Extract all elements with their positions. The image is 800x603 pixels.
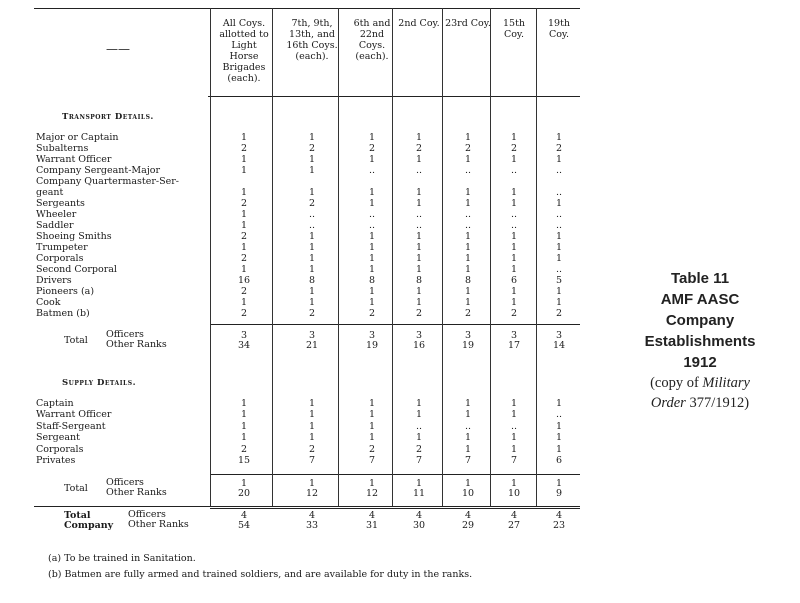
table-cell: 1 [240, 398, 248, 409]
table-cell: 2 [240, 143, 248, 154]
table-cell: .. [368, 165, 376, 176]
table-cell: 1 [415, 432, 423, 444]
table-cell: 21 [305, 340, 319, 351]
table-cell: 1 [368, 420, 376, 432]
caption-line-1: Table 11 [670, 270, 730, 287]
row-label: Wheeler [36, 209, 77, 220]
table-row [34, 143, 582, 154]
table-cell: 2 [415, 308, 423, 319]
table-cell: 7 [510, 455, 518, 466]
table-cell: 1 [415, 253, 423, 264]
table-cell: 1 [415, 231, 423, 242]
table-row [34, 176, 582, 187]
table-row [34, 398, 582, 409]
row-label: Warrant Officer [36, 154, 112, 165]
table-cell: 1 [415, 264, 423, 275]
table-cell: 1 [308, 264, 316, 275]
table-cell: .. [464, 420, 472, 432]
table-cell: 1 [464, 478, 472, 489]
table-cell: 1 [240, 297, 248, 308]
table-row [34, 275, 582, 286]
table-cell: 1 [368, 297, 376, 308]
table-cell: 12 [365, 488, 379, 499]
table-cell: 16 [412, 340, 426, 351]
table-cell: 1 [464, 432, 472, 444]
table-cell: .. [510, 220, 518, 231]
table-cell: 2 [555, 143, 563, 154]
table-cell: 1 [240, 420, 248, 432]
table-cell: 17 [507, 340, 521, 351]
table-cell: 3 [308, 330, 316, 341]
table-cell: 1 [308, 420, 316, 432]
table-cell: .. [415, 220, 423, 231]
column-header: 6th and 22nd Coys. (each). [353, 18, 391, 62]
row-label: Second Corporal [36, 264, 117, 275]
company-total-rule [210, 508, 580, 509]
table-cell: 7 [368, 455, 376, 466]
row-label: Batmen (b) [36, 308, 90, 319]
row-label: Cook [36, 297, 61, 308]
table-cell: 1 [368, 231, 376, 242]
table-cell: 2 [464, 308, 472, 319]
table-cell: 1 [368, 253, 376, 264]
table-cell: 3 [240, 330, 248, 341]
caption-line-6: (copy of [650, 375, 699, 391]
table-cell: 1 [555, 420, 563, 432]
table-row [34, 165, 582, 176]
table-cell: 2 [415, 143, 423, 154]
table-cell: 1 [464, 198, 472, 209]
table-top-rule [34, 8, 580, 9]
table-cell: 12 [305, 488, 319, 499]
table-cell: 1 [555, 432, 563, 444]
table-cell: 8 [368, 275, 376, 286]
table-cell: 1 [368, 154, 376, 165]
table-row [34, 444, 582, 455]
column-header: All Coys. allotted to Light Horse Brigades (each). [219, 18, 269, 84]
column-header: 23rd Coy. [445, 18, 491, 29]
table-cell: 1 [510, 286, 518, 297]
table-cell: 1 [240, 187, 248, 198]
caption-line-5: 1912 [683, 354, 717, 371]
row-label: Warrant Officer [36, 409, 112, 421]
table-cell: 1 [464, 443, 472, 455]
table-cell: 1 [464, 187, 472, 198]
table-row [34, 231, 582, 242]
table-row [34, 220, 582, 231]
note-a: (a) To be trained in Sanitation. [48, 553, 196, 564]
row-label: Corporals [36, 253, 84, 264]
row-label: Staff-Sergeant [36, 420, 106, 432]
supply-subtotal-rule [210, 474, 580, 475]
table-cell: .. [555, 165, 563, 176]
row-label: Shoeing Smiths [36, 231, 112, 242]
table-cell: 6 [510, 275, 518, 286]
column-header: 19th Coy. [547, 18, 571, 40]
table-cell: 2 [308, 143, 316, 154]
total-label: Total [64, 483, 88, 494]
table-cell: 1 [415, 154, 423, 165]
table-cell: .. [415, 209, 423, 220]
table-cell: .. [464, 220, 472, 231]
table-row [34, 264, 582, 275]
row-label: Sergeants [36, 198, 85, 209]
table-cell: 8 [308, 275, 316, 286]
table-cell: 2 [368, 143, 376, 154]
table-cell: 1 [240, 432, 248, 444]
table-cell: .. [510, 420, 518, 432]
row-label: Saddler [36, 220, 74, 231]
table-cell: 54 [237, 520, 251, 531]
table-cell: 1 [368, 398, 376, 409]
table-cell: 1 [308, 286, 316, 297]
table-cell: 1 [240, 478, 248, 489]
table-cell: 3 [555, 330, 563, 341]
table-cell: 2 [308, 198, 316, 209]
table-cell: 1 [555, 154, 563, 165]
transport-subtotal-rule [210, 324, 580, 325]
row-label: Subalterns [36, 143, 89, 154]
table-cell: .. [555, 220, 563, 231]
column-header: 15th Coy. [502, 18, 526, 40]
table-cell: 1 [555, 286, 563, 297]
row-label: Privates [36, 455, 76, 466]
table-cell: 1 [510, 264, 518, 275]
table-cell: 15 [237, 455, 251, 466]
column-header: 7th, 9th, 13th, and 16th Coys. (each). [286, 18, 338, 62]
stub-header-dash: —— [106, 42, 130, 56]
table-cell: 3 [510, 330, 518, 341]
table-cell: 6 [555, 455, 563, 466]
table-cell: 2 [240, 198, 248, 209]
caption-line-8-rest: 377/1912) [689, 395, 750, 411]
table-cell: 33 [305, 520, 319, 531]
officers-label: Officers [128, 509, 166, 520]
total-label: Total [64, 335, 88, 346]
table-row [34, 209, 582, 220]
table-cell: 4 [368, 510, 376, 521]
table-cell: 1 [464, 154, 472, 165]
table-cell: 1 [368, 409, 376, 421]
table-cell: 30 [412, 520, 426, 531]
table-cell: 1 [464, 409, 472, 421]
note-b: (b) Batmen are fully armed and trained soldiers, and are available for duty in the ranks. [48, 569, 473, 580]
table-cell: 1 [555, 231, 563, 242]
table-row [34, 198, 582, 209]
table-cell: 1 [415, 286, 423, 297]
table-cell: 1 [240, 264, 248, 275]
table-cell: 1 [510, 398, 518, 409]
table-cell: .. [368, 220, 376, 231]
table-cell: 1 [368, 132, 376, 143]
table-cell: .. [510, 165, 518, 176]
table-bottom-rule [34, 506, 580, 507]
row-label: Captain [36, 398, 74, 409]
table-cell: 1 [240, 165, 248, 176]
table-cell: 1 [415, 478, 423, 489]
table-cell: 2 [308, 308, 316, 319]
table-cell: 1 [510, 409, 518, 421]
table-cell: 1 [308, 154, 316, 165]
table-cell: 7 [308, 455, 316, 466]
table-cell: 1 [308, 253, 316, 264]
table-cell: 9 [555, 488, 563, 499]
table-cell: 1 [368, 264, 376, 275]
officers-label: Officers [106, 329, 144, 340]
total-label: Total [64, 510, 91, 521]
caption-line-4: Establishments [644, 333, 756, 350]
other-ranks-label: Other Ranks [106, 339, 167, 350]
officers-label: Officers [106, 477, 144, 488]
table-cell: 5 [555, 275, 563, 286]
table-caption [620, 268, 780, 413]
column-header: 2nd Coy. [398, 18, 440, 29]
table-cell: 1 [555, 443, 563, 455]
table-cell: 16 [237, 275, 251, 286]
table-cell: 4 [415, 510, 423, 521]
table-cell: 1 [555, 132, 563, 143]
table-cell: 1 [240, 242, 248, 253]
table-row [34, 132, 582, 143]
table-cell: 1 [308, 478, 316, 489]
table-cell: 3 [415, 330, 423, 341]
table-cell: 1 [415, 297, 423, 308]
table-row [34, 308, 582, 319]
table-cell: 1 [415, 132, 423, 143]
table-cell: 4 [464, 510, 472, 521]
table-cell: 3 [368, 330, 376, 341]
table-cell: 1 [415, 398, 423, 409]
table-cell: 1 [368, 242, 376, 253]
table-cell: 20 [237, 488, 251, 499]
table-cell: 3 [464, 330, 472, 341]
table-cell: 1 [510, 297, 518, 308]
row-label: Major or Captain [36, 132, 119, 143]
table-cell: 1 [368, 187, 376, 198]
table-cell: 2 [308, 443, 316, 455]
table-cell: 1 [510, 231, 518, 242]
table-cell: 1 [510, 432, 518, 444]
row-label: Corporals [36, 443, 84, 455]
table-cell: 1 [240, 132, 248, 143]
other-ranks-label: Other Ranks [106, 487, 167, 498]
table-cell: .. [555, 187, 563, 198]
table-cell: 2 [415, 443, 423, 455]
table-cell: .. [555, 264, 563, 275]
row-label: Sergeant [36, 432, 80, 444]
table-cell: 4 [555, 510, 563, 521]
table-cell: 1 [368, 286, 376, 297]
table-row [34, 253, 582, 264]
table-cell: .. [464, 209, 472, 220]
table-cell: 1 [308, 242, 316, 253]
table-cell: 1 [555, 297, 563, 308]
table-cell: .. [368, 209, 376, 220]
table-cell: .. [308, 220, 316, 231]
table-cell: 2 [510, 308, 518, 319]
table-cell: 1 [555, 198, 563, 209]
transport-heading: Transport Details. [62, 112, 154, 122]
table-cell: 8 [464, 275, 472, 286]
caption-line-3: Company [665, 312, 735, 329]
table-cell: 2 [464, 143, 472, 154]
table-row [34, 297, 582, 308]
table-row [34, 242, 582, 253]
table-cell: 1 [308, 297, 316, 308]
table-cell: 1 [240, 209, 248, 220]
caption-line-8: Order [650, 395, 686, 411]
other-ranks-label: Other Ranks [128, 519, 189, 530]
row-label: geant [36, 187, 64, 198]
table-cell: 31 [365, 520, 379, 531]
table-cell: 14 [552, 340, 566, 351]
table-cell: 1 [510, 154, 518, 165]
table-cell: 2 [240, 443, 248, 455]
supply-heading: Supply Details. [62, 378, 137, 388]
table-cell: .. [415, 420, 423, 432]
table-cell: 2 [368, 443, 376, 455]
table-cell: 1 [415, 409, 423, 421]
table-cell: 2 [368, 308, 376, 319]
table-cell: .. [555, 209, 563, 220]
table-cell: .. [308, 209, 316, 220]
table-row [34, 187, 582, 198]
table-cell: 7 [415, 455, 423, 466]
table-cell: 2 [240, 286, 248, 297]
table-cell: 23 [552, 520, 566, 531]
table-cell: 4 [240, 510, 248, 521]
table-cell: 1 [415, 187, 423, 198]
table-cell: 1 [510, 187, 518, 198]
table-cell: 2 [240, 308, 248, 319]
table-cell: 2 [240, 253, 248, 264]
table-cell: 1 [464, 132, 472, 143]
table-cell: 1 [464, 253, 472, 264]
table-cell: .. [464, 165, 472, 176]
table-cell: 1 [464, 264, 472, 275]
table-cell: 2 [240, 231, 248, 242]
table-cell: 1 [308, 187, 316, 198]
row-label: Drivers [36, 275, 72, 286]
table-row [34, 432, 582, 443]
table-cell: 1 [510, 132, 518, 143]
total-label-company: Company [64, 520, 114, 531]
table-row [34, 421, 582, 432]
table-cell: 19 [461, 340, 475, 351]
table-cell: 1 [240, 154, 248, 165]
table-cell: 1 [555, 242, 563, 253]
table-cell: 10 [461, 488, 475, 499]
table-cell: 1 [555, 478, 563, 489]
table-cell: 1 [510, 242, 518, 253]
table-row [34, 455, 582, 466]
table-cell: 1 [464, 231, 472, 242]
table-cell: 1 [368, 432, 376, 444]
table-row [34, 286, 582, 297]
row-label: Trumpeter [36, 242, 88, 253]
table-cell: .. [510, 209, 518, 220]
table-cell: 1 [308, 398, 316, 409]
header-rule [208, 96, 580, 97]
table-cell: 1 [415, 242, 423, 253]
table-cell: 2 [510, 143, 518, 154]
table-cell: 8 [415, 275, 423, 286]
table-cell: 27 [507, 520, 521, 531]
table-cell: 1 [240, 409, 248, 421]
table-cell: 4 [308, 510, 316, 521]
table-cell: 10 [507, 488, 521, 499]
table-cell: 1 [510, 443, 518, 455]
table-cell: .. [415, 165, 423, 176]
table-cell: 1 [368, 478, 376, 489]
table-cell: 1 [308, 231, 316, 242]
table-row [34, 154, 582, 165]
table-cell: 11 [412, 488, 426, 499]
row-label: Company Quartermaster-Ser- [36, 176, 179, 187]
table-cell: 1 [308, 132, 316, 143]
caption-line-7: Military [702, 375, 750, 391]
table-cell: 1 [464, 242, 472, 253]
table-cell: 1 [415, 198, 423, 209]
row-label: Company Sergeant-Major [36, 165, 161, 176]
table-cell: 2 [555, 308, 563, 319]
table-cell: 1 [464, 286, 472, 297]
table-cell: 4 [510, 510, 518, 521]
caption-line-2: AMF AASC [660, 291, 740, 308]
table-cell: 1 [510, 253, 518, 264]
table-cell: 1 [308, 165, 316, 176]
table-row [34, 409, 582, 420]
table-cell: .. [555, 409, 563, 421]
table-cell: 1 [308, 409, 316, 421]
table-cell: 29 [461, 520, 475, 531]
table-cell: 1 [464, 398, 472, 409]
table-cell: 1 [464, 297, 472, 308]
table-cell: 1 [555, 253, 563, 264]
table-cell: 1 [510, 198, 518, 209]
table-cell: 7 [464, 455, 472, 466]
table-cell: 1 [308, 432, 316, 444]
establishment-table [34, 8, 582, 544]
table-cell: 1 [240, 220, 248, 231]
table-cell: 1 [510, 478, 518, 489]
table-cell: 19 [365, 340, 379, 351]
table-cell: 1 [555, 398, 563, 409]
table-cell: 1 [368, 198, 376, 209]
row-label: Pioneers (a) [36, 286, 95, 297]
table-cell: 34 [237, 340, 251, 351]
